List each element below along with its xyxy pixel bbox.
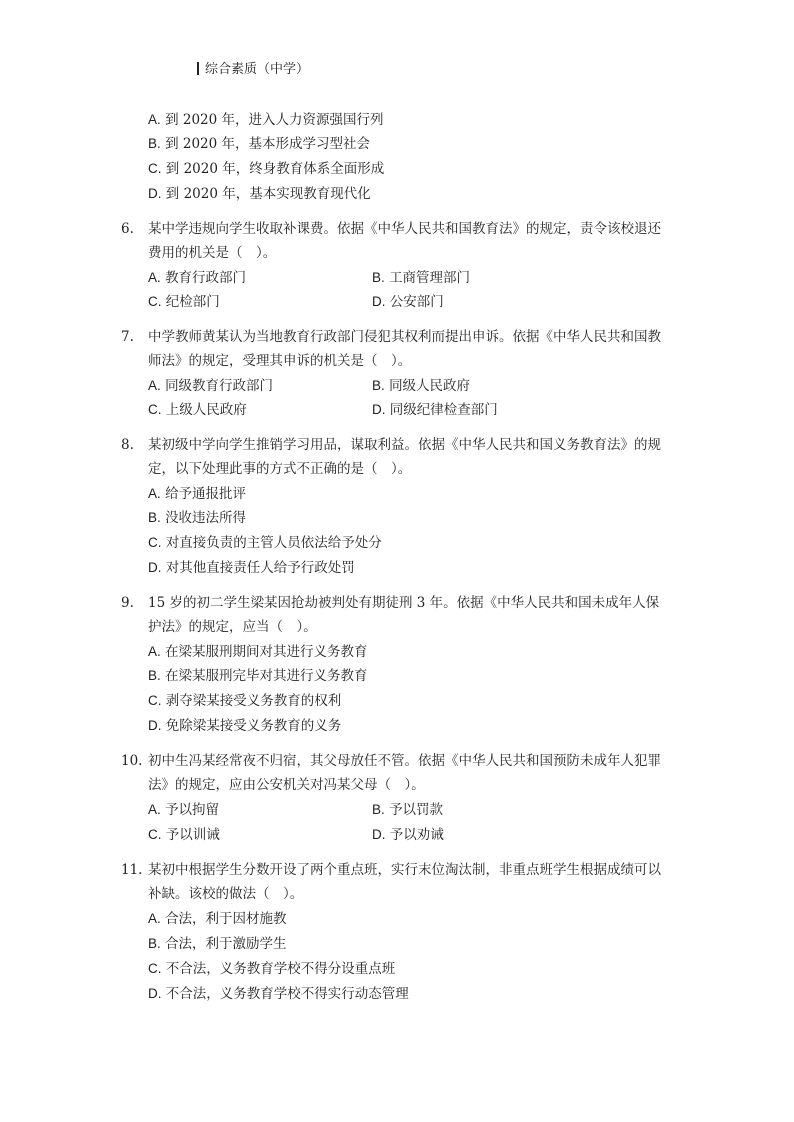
- q11-option-b: B. 合法，利于激励学生: [148, 936, 287, 952]
- q7-option-a: A. 同级教育行政部门: [148, 378, 274, 394]
- q10-stem-line2: 法》的规定，应由公安机关对冯某父母（ ）。: [148, 777, 425, 793]
- q8-option-c: C. 对直接负责的主管人员依法给予处分: [148, 535, 382, 551]
- q8-option-a: A. 给予通报批评: [148, 486, 247, 502]
- q10-option-c: C. 予以训诫: [148, 827, 220, 843]
- q6-stem-line2: 费用的机关是（ ）。: [148, 245, 277, 261]
- q6-stem-line1: 某中学违规向学生收取补课费。依据《中华人民共和国教育法》的规定，责令该校退还: [148, 221, 661, 237]
- header-title: 综合素质（中学）: [205, 62, 310, 77]
- q8-number: 8.: [121, 437, 134, 453]
- q9-stem-line2: 护法》的规定，应当（ ）。: [148, 619, 317, 635]
- q11-option-d: D. 不合法，义务教育学校不得实行动态管理: [148, 986, 409, 1002]
- q6-number: 6.: [121, 221, 134, 237]
- q9-option-c: C. 剥夺梁某接受义务教育的权利: [148, 693, 342, 709]
- q10-option-a: A. 予以拘留: [148, 802, 220, 818]
- q7-option-b: B. 同级人民政府: [372, 378, 471, 394]
- q8-option-b: B. 没收违法所得: [148, 510, 247, 526]
- q8-stem-line1: 某初级中学向学生推销学习用品，谋取利益。依据《中华人民共和国义务教育法》的规: [148, 437, 661, 453]
- q9-option-b: B. 在梁某服刑完毕对其进行义务教育: [148, 668, 368, 684]
- q7-option-c: C. 上级人民政府: [148, 402, 247, 418]
- q7-number: 7.: [121, 329, 134, 345]
- q6-option-b: B. 工商管理部门: [372, 270, 471, 286]
- q11-stem-line1: 某初中根据学生分数开设了两个重点班，实行末位淘汰制，非重点班学生根据成绩可以: [148, 862, 661, 878]
- q9-option-d: D. 免除梁某接受义务教育的义务: [148, 718, 342, 734]
- q10-number: 10.: [121, 753, 143, 769]
- q6-option-d: D. 公安部门: [372, 294, 444, 310]
- page-header: [197, 58, 309, 77]
- header-bar: [197, 62, 199, 75]
- q10-stem-line1: 初中生冯某经常夜不归宿，其父母放任不管。依据《中华人民共和国预防未成年人犯罪: [148, 753, 661, 769]
- q11-stem-line2: 补缺。该校的做法（ ）。: [148, 886, 304, 902]
- q10-option-d: D. 予以劝诫: [372, 827, 444, 843]
- q7-stem-line1: 中学教师黄某认为当地教育行政部门侵犯其权利而提出申诉。依据《中华人民共和国教: [148, 329, 661, 345]
- q11-option-a: A. 合法，利于因材施教: [148, 911, 287, 927]
- q5-option-b: B. 到 2020 年，基本形成学习型社会: [148, 136, 371, 152]
- q10-option-b: B. 予以罚款: [372, 802, 444, 818]
- q8-option-d: D. 对其他直接责任人给予行政处罚: [148, 560, 355, 576]
- q6-option-a: A. 教育行政部门: [148, 270, 247, 286]
- q5-option-a: A. 到 2020 年，进入人力资源强国行列: [148, 112, 384, 128]
- q9-option-a: A. 在梁某服刑期间对其进行义务教育: [148, 644, 368, 660]
- q11-option-c: C. 不合法，义务教育学校不得分设重点班: [148, 961, 396, 977]
- q7-stem-line2: 师法》的规定，受理其申诉的机关是（ ）。: [148, 353, 412, 369]
- q8-stem-line2: 定，以下处理此事的方式不正确的是（ ）。: [148, 461, 412, 477]
- q11-number: 11.: [121, 862, 143, 878]
- q7-option-d: D. 同级纪律检查部门: [372, 402, 498, 418]
- q9-stem-line1: 15 岁的初二学生梁某因抢劫被判处有期徒刑 3 年。依据《中华人民共和国未成年人保: [148, 595, 660, 611]
- q9-number: 9.: [121, 595, 134, 611]
- q6-option-c: C. 纪检部门: [148, 294, 220, 310]
- q5-option-c: C. 到 2020 年，终身教育体系全面形成: [148, 161, 385, 177]
- q5-option-d: D. 到 2020 年，基本实现教育现代化: [148, 186, 371, 202]
